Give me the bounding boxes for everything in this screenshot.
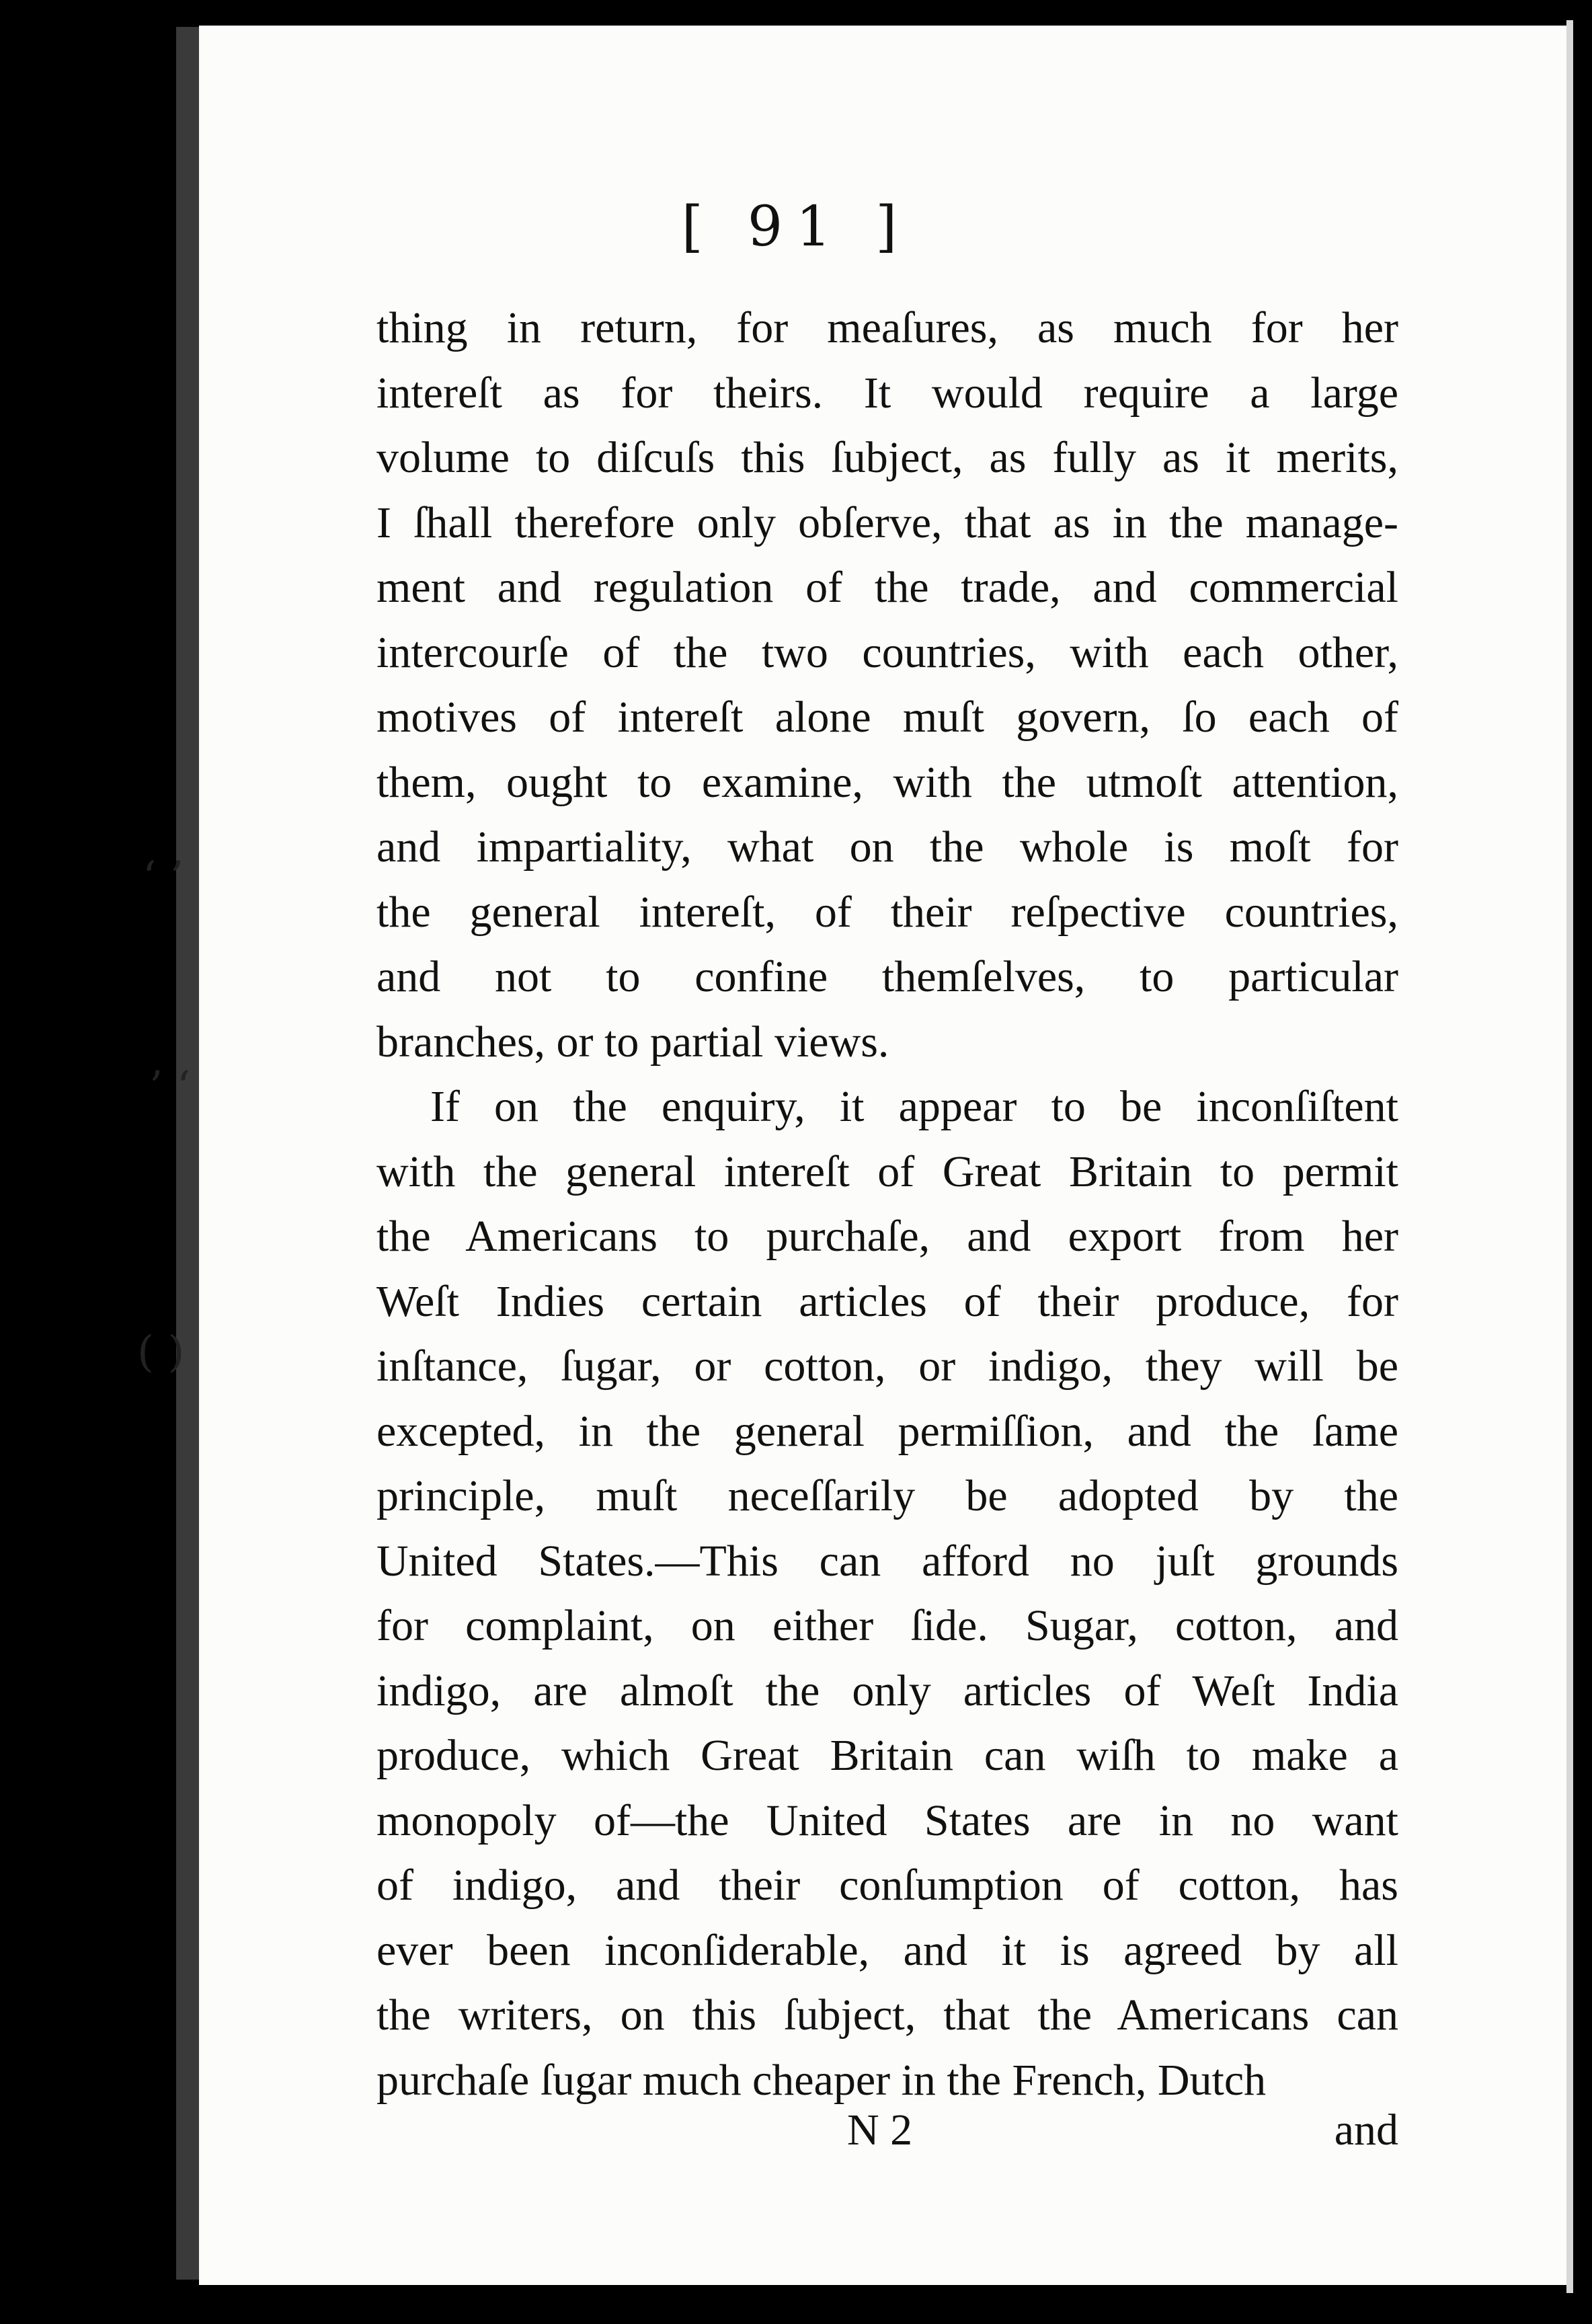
text-line: motives of intereſt alone muſt govern, ſo each of [376,693,1398,742]
margin-mark: ’ ‘ [149,1062,191,1112]
text-line: intereſt as for theirs. It would require a large [376,368,1398,418]
text-line: intercourſe of the two countries, with each other, [376,627,1398,677]
text-line: and impartiality, what on the whole is moſt for [376,822,1398,872]
text-line: ever been inconſiderable, and it is agreed by all [376,1925,1398,1975]
text-line: excepted, in the general permiſſion, and the ſame [376,1406,1398,1456]
text-line: for complaint, on either ſide. Sugar, cotton, and [376,1601,1398,1650]
page-number: [ 91 ] [681,195,911,259]
page-right-edge [1566,20,1573,2293]
text-line: branches, or to partial views. [376,1017,889,1067]
text-line: the writers, on this ſubject, that the Americans can [376,1990,1398,2040]
text-line: monopoly of—the United States are in no want [376,1795,1398,1845]
text-line: with the general intereſt of Great Britain to permit [376,1147,1398,1196]
text-line: ment and regulation of the trade, and commercial [376,563,1398,612]
catchword: and [1334,2105,1398,2155]
text-line: indigo, are almoſt the only articles of Weſt India [376,1666,1398,1715]
text-line: the Americans to purchaſe, and export from her [376,1212,1398,1261]
text-line: purchaſe ſugar much cheaper in the French, Dutch [376,2055,1267,2105]
margin-mark: ‘ ’ [143,853,184,902]
text-line: If on the enquiry, it appear to be inconſiſtent [430,1082,1398,1131]
text-line: produce, which Great Britain can wiſh to make a [376,1731,1398,1780]
signature-mark: N 2 [847,2105,913,2155]
text-line: principle, muſt neceſſarily be adopted by the [376,1471,1398,1520]
text-line: thing in return, for meaſures, as much for her [376,303,1398,352]
text-line: United States.—This can afford no juſt grounds [376,1536,1398,1586]
text-line: the general intereſt, of their reſpective countries, [376,887,1398,937]
text-line: of indigo, and their conſumption of cotton, has [376,1861,1398,1910]
page-footer [376,2105,1398,2169]
text-line: inſtance, ſugar, or cotton, or indigo, they will be [376,1342,1398,1391]
text-line: them, ought to examine, with the utmoſt attention, [376,757,1398,807]
text-line: I ſhall therefore only obſerve, that as in the manage- [376,498,1398,547]
text-line: volume to diſcuſs this ſubject, as fully as it merits, [376,433,1398,482]
body-text [376,296,1398,2113]
page-binding-edge [176,27,199,2280]
text-line: and not to confine themſelves, to particular [376,952,1398,1001]
margin-mark: ( ) [137,1327,185,1377]
text-line: Weſt Indies certain articles of their produce, for [376,1276,1398,1326]
